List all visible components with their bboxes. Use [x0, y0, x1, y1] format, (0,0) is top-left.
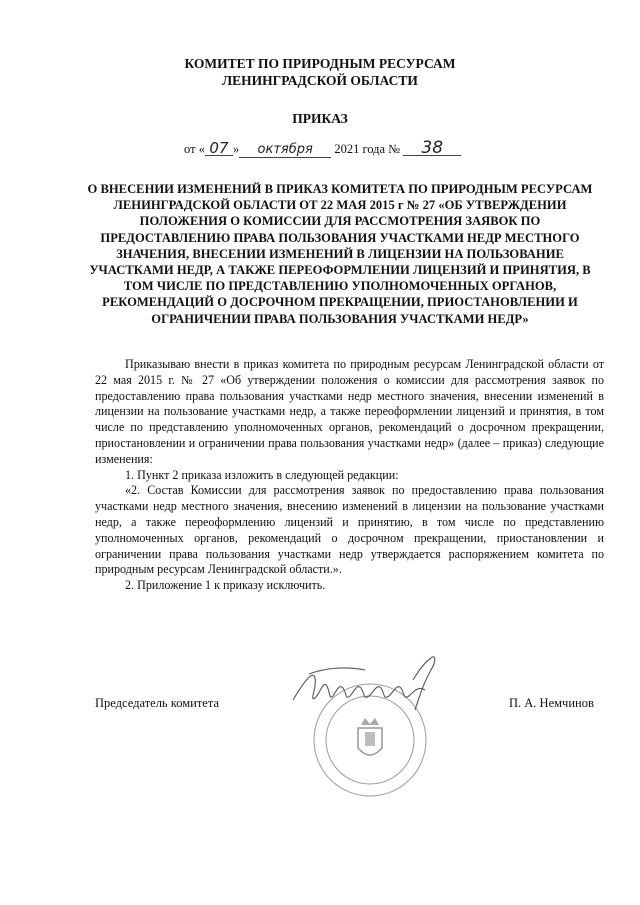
- handwritten-month: октября: [239, 143, 331, 158]
- close-quote: »: [232, 142, 240, 156]
- order-body: [95, 357, 604, 594]
- handwritten-signature: [293, 657, 435, 710]
- signatory-name: П. А. Немчинов: [509, 696, 594, 710]
- organization-name: [0, 55, 640, 89]
- open-quote: «: [198, 142, 205, 156]
- item-1: 1. Пункт 2 приказа изложить в следующей редакции:: [125, 467, 399, 482]
- signatory-position: Председатель комитета: [95, 696, 219, 710]
- org-line-2: ЛЕНИНГРАДСКОЙ ОБЛАСТИ: [222, 73, 418, 88]
- item-1-text: «2. Состав Комиссии для рассмотрения заявок по предоставлению права пользования участками недр местного значения, внесению изменений в лицензии на пользование участками недр, а также переоформлению лицензий и принятию, в том числе по представлению уполномоченных органов, рекомендаций о досрочном прекращении, приостановлении и ограничении права пользования участками недр утверждается распоряжением комитета по природным ресурсам Ленинградской области.».: [95, 483, 604, 577]
- handwritten-order-number: 38: [403, 141, 461, 156]
- intro-paragraph: Приказываю внести в приказ комитета по природным ресурсам Ленинградской области от 22 мая 2015 г. № 27 «Об утверждении положения о комиссии для рассмотрения заявок по предоставлению права пользования участками недр местного значения, внесении изменений в лицензии на пользование участками недр, а также переоформлении лицензий и принятия, в том числе по представлению уполномоченных органов, рекомендаций о досрочном прекращении, приостановлении и ограничении права пользования участками недр» (далее – приказ) следующие изменения:: [95, 357, 604, 466]
- org-line-1: КОМИТЕТ ПО ПРИРОДНЫМ РЕСУРСАМ: [184, 56, 456, 71]
- handwritten-day: 07: [205, 141, 233, 156]
- document-type: ПРИКАЗ: [292, 111, 348, 126]
- seal-emblem: [358, 718, 382, 755]
- date-prefix: от: [184, 142, 196, 156]
- order-subject: О ВНЕСЕНИИ ИЗМЕНЕНИЙ В ПРИКАЗ КОМИТЕТА ПО ПРИРОДНЫМ РЕСУРСАМ ЛЕНИНГРАДСКОЙ ОБЛАСТИ ОТ 22 МАЯ 2015 г № 27 «ОБ УТВЕРЖДЕНИИ ПОЛОЖЕНИЯ О КОМИССИИ ДЛЯ РАССМОТРЕНИЯ ЗАЯВОК ПО ПРЕДОСТАВЛЕНИЮ ПРАВА ПОЛЬЗОВАНИЯ УЧАСТКАМИ НЕДР МЕСТНОГО ЗНАЧЕНИЯ, ВНЕСЕНИИ ИЗМЕНЕНИЙ В ЛИЦЕНЗИИ НА ПОЛЬЗОВАНИЕ УЧАСТКАМИ НЕДР, А ТАКЖЕ ПЕРЕОФОРМЛЕНИИ ЛИЦЕНЗИЙ И ПРИНЯТИЯ, В ТОМ ЧИСЛЕ ПО ПРЕДСТАВЛЕНИЮ УПОЛНОМОЧЕННЫХ ОРГАНОВ, РЕКОМЕНДАЦИЙ О ДОСРОЧНОМ ПРЕКРАЩЕНИИ, ПРИОСТАНОВЛЕНИИ И ОГРАНИЧЕНИИ ПРАВА ПОЛЬЗОВАНИЯ УЧАСТКАМИ НЕДР»: [87, 182, 593, 326]
- seal-and-signature: [285, 640, 455, 800]
- item-2: 2. Приложение 1 к приказу исключить.: [125, 578, 326, 593]
- date-number-line: [184, 138, 461, 158]
- year-text: 2021 года №: [334, 142, 401, 156]
